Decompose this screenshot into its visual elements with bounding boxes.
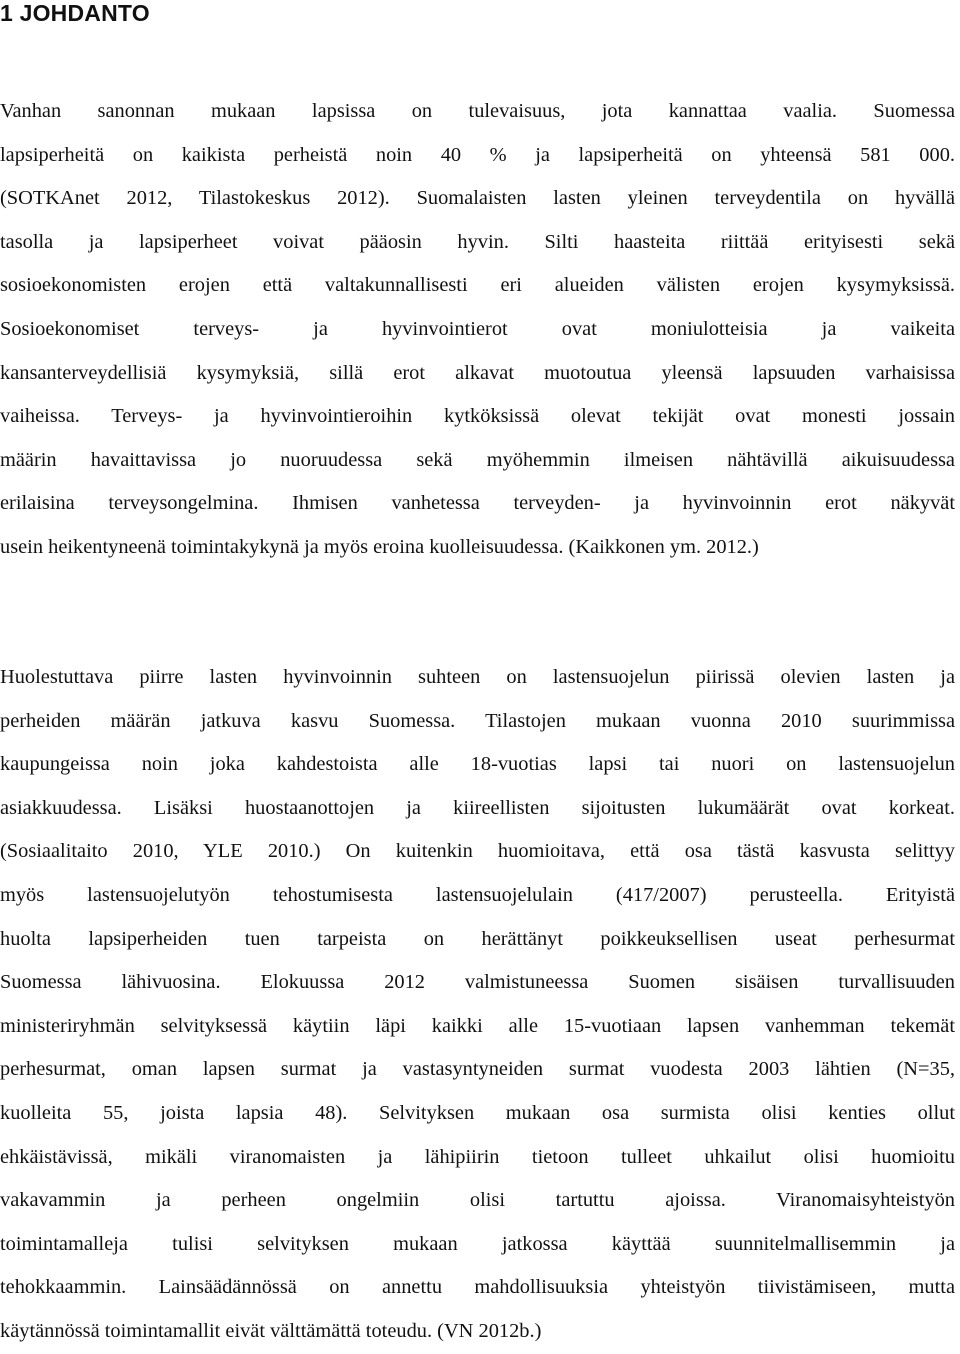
paragraph-line: myös lastensuojelutyön tehostumisesta lastensuojelulain (417/2007) perusteella. Erityistä <box>0 883 955 906</box>
paragraph-line: tasolla ja lapsiperheet voivat pääosin hyvin. Silti haasteita riittää erityisesti sekä <box>0 230 955 253</box>
paragraph-line: ministeriryhmän selvityksessä käytiin läpi kaikki alle 15-vuotiaan lapsen vanhemman tekemät <box>0 1014 955 1037</box>
paragraph-line: vaiheissa. Terveys- ja hyvinvointieroihin kytköksissä olevat tekijät ovat monesti jossain <box>0 405 955 428</box>
paragraph-line: Huolestuttava piirre lasten hyvinvoinnin suhteen on lastensuojelun piirissä olevien lasten ja <box>0 666 955 688</box>
paragraph-line: sosioekonomisten erojen että valtakunnallisesti eri alueiden välisten erojen kysymyksissä. <box>0 274 955 297</box>
paragraph-line: Vanhan sanonnan mukaan lapsissa on tulevaisuus, jota kannattaa vaalia. Suomessa <box>0 100 955 122</box>
paragraph-line: Sosioekonomiset terveys- ja hyvinvointierot ovat moniulotteisia ja vaikeita <box>0 317 955 340</box>
paragraph-1 <box>0 90 955 570</box>
paragraph-line: kaupungeissa noin joka kahdestoista alle 18-vuotias lapsi tai nuori on lastensuojelun <box>0 753 955 776</box>
paragraph-line: Suomessa lähivuosina. Elokuussa 2012 valmistuneessa Suomen sisäisen turvallisuuden <box>0 971 955 994</box>
paragraph-line: määrin havaittavissa jo nuoruudessa sekä myöhemmin ilmeisen nähtävillä aikuisuudessa <box>0 448 955 471</box>
paragraph-line: tehokkaammin. Lainsäädännössä on annettu mahdollisuuksia yhteistyön tiivistämiseen, mutta <box>0 1276 955 1299</box>
paragraph-line: kansanterveydellisiä kysymyksiä, sillä erot alkavat muotoutua yleensä lapsuuden varhaisissa <box>0 361 955 384</box>
paragraph-line: (SOTKAnet 2012, Tilastokeskus 2012). Suomalaisten lasten yleinen terveydentila on hyvällä <box>0 187 955 210</box>
paragraph-line: perhesurmat, oman lapsen surmat ja vastasyntyneiden surmat vuodesta 2003 lähtien (N=35, <box>0 1058 955 1081</box>
paragraph-line: perheiden määrän jatkuva kasvu Suomessa. Tilastojen mukaan vuonna 2010 suurimmissa <box>0 709 955 732</box>
paragraph-line: ehkäistävissä, mikäli viranomaisten ja lähipiirin tietoon tulleet uhkailut olisi huomioitu <box>0 1145 955 1168</box>
paragraph-line: kuolleita 55, joista lapsia 48). Selvityksen mukaan osa surmista olisi kenties ollut <box>0 1101 955 1124</box>
paragraph-2 <box>0 656 955 1354</box>
paragraph-line: erilaisina terveysongelmina. Ihmisen vanhetessa terveyden- ja hyvinvoinnin erot näkyvät <box>0 492 955 515</box>
chapter-heading: 1 JOHDANTO <box>0 0 150 26</box>
paragraph-line: toimintamalleja tulisi selvityksen mukaan jatkossa käyttää suunnitelmallisemmin ja <box>0 1232 955 1255</box>
paragraph-line: (Sosiaalitaito 2010, YLE 2010.) On kuitenkin huomioitava, että osa tästä kasvusta selittyy <box>0 840 955 863</box>
paragraph-line: lapsiperheitä on kaikista perheistä noin 40 % ja lapsiperheitä on yhteensä 581 000. <box>0 143 955 166</box>
paragraph-line: vakavammin ja perheen ongelmiin olisi tartuttu ajoissa. Viranomaisyhteistyön <box>0 1189 955 1212</box>
paragraph-line: huolta lapsiperheiden tuen tarpeista on herättänyt poikkeuksellisen useat perhesurmat <box>0 927 955 950</box>
paragraph-line: usein heikentyneenä toimintakykynä ja myös eroina kuolleisuudessa. (Kaikkonen ym. 2012.) <box>0 535 759 558</box>
paragraph-line: käytännössä toimintamallit eivät välttämättä toteudu. (VN 2012b.) <box>0 1319 542 1342</box>
paragraph-line: asiakkuudessa. Lisäksi huostaanottojen ja kiireellisten sijoitusten lukumäärät ovat korkeat. <box>0 796 955 819</box>
